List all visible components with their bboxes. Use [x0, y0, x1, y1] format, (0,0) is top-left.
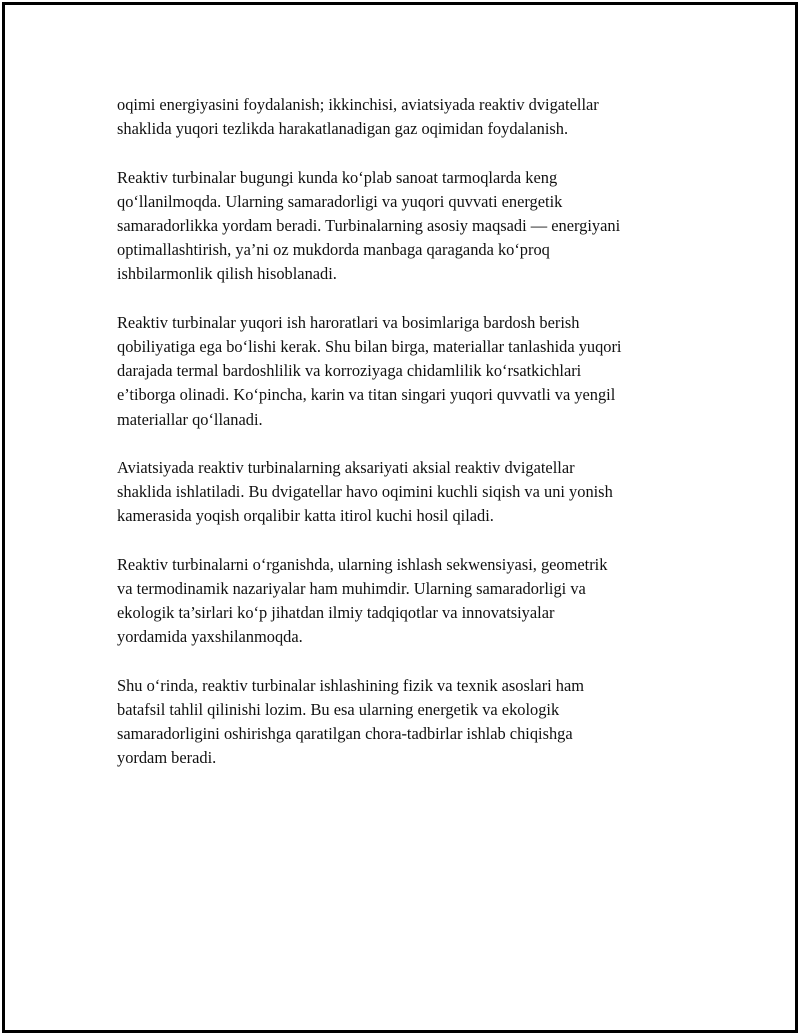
text-line: materiallar qoʻllanadi.: [117, 409, 263, 429]
paragraph: [117, 166, 717, 287]
text-line: yordam beradi.: [117, 748, 217, 768]
text-line: samaradorligini oshirishga qaratilgan chora-tadbirlar ishlab chiqishga: [117, 724, 573, 744]
text-line: ekologik ta’sirlari koʻp jihatdan ilmiy tadqiqotlar va innovatsiyalar: [117, 603, 555, 623]
text-line: qoʻllanilmoqda. Ularning samaradorligi va yuqori quvvati energetik: [117, 191, 563, 211]
text-line: shaklida ishlatiladi. Bu dvigatellar havo oqimini kuchli siqish va uni yonish: [117, 482, 613, 502]
text-line: yordamida yaxshilanmoqda.: [117, 627, 303, 647]
text-line: Shu oʻrinda, reaktiv turbinalar ishlashining fizik va texnik asoslari ham: [117, 675, 585, 695]
paragraph: [117, 456, 717, 529]
text-line: shaklida yuqori tezlikda harakatlanadigan gaz oqimidan foydalanish.: [117, 119, 569, 139]
text-line: qobiliyatiga ega boʻlishi kerak. Shu bilan birga, materiallar tanlashida yuqori: [117, 337, 622, 356]
text-line: Reaktiv turbinalarni oʻrganishda, ularning ishlash sekwensiyasi, geometrik: [117, 554, 608, 574]
paragraph: [117, 553, 717, 650]
text-line: kamerasida yoqish orqalibir katta itirol kuchi hosil qiladi.: [117, 506, 494, 526]
document-body: [117, 93, 717, 795]
paragraph: [117, 674, 717, 771]
paragraph: [117, 311, 717, 432]
text-line: va termodinamik nazariyalar ham muhimdir. Ularning samaradorligi va: [117, 579, 586, 598]
text-line: Reaktiv turbinalar yuqori ish haroratlari va bosimlariga bardosh berish: [117, 312, 580, 332]
text-line: optimallashtirish, ya’ni oz mukdorda manbaga qaraganda koʻproq: [117, 240, 550, 260]
text-line: Reaktiv turbinalar bugungi kunda koʻplab sanoat tarmoqlarda keng: [117, 167, 558, 187]
text-line: samaradorlikka yordam beradi. Turbinalarning asosiy maqsadi — energiyani: [117, 216, 621, 235]
text-line: e’tiborga olinadi. Koʻpincha, karin va titan singari yuqori quvvatli va yengil: [117, 385, 616, 405]
text-line: ishbilarmonlik qilish hisoblanadi.: [117, 264, 337, 284]
text-line: batafsil tahlil qilinishi lozim. Bu esa ularning energetik va ekologik: [117, 700, 560, 719]
paragraph: [117, 93, 717, 141]
text-line: oqimi energiyasini foydalanish; ikkinchisi, aviatsiyada reaktiv dvigatellar: [117, 95, 599, 114]
text-line: darajada termal bardoshlilik va korroziyaga chidamlilik koʻrsatkichlari: [117, 361, 582, 381]
text-line: Aviatsiyada reaktiv turbinalarning aksariyati aksial reaktiv dvigatellar: [117, 458, 575, 477]
